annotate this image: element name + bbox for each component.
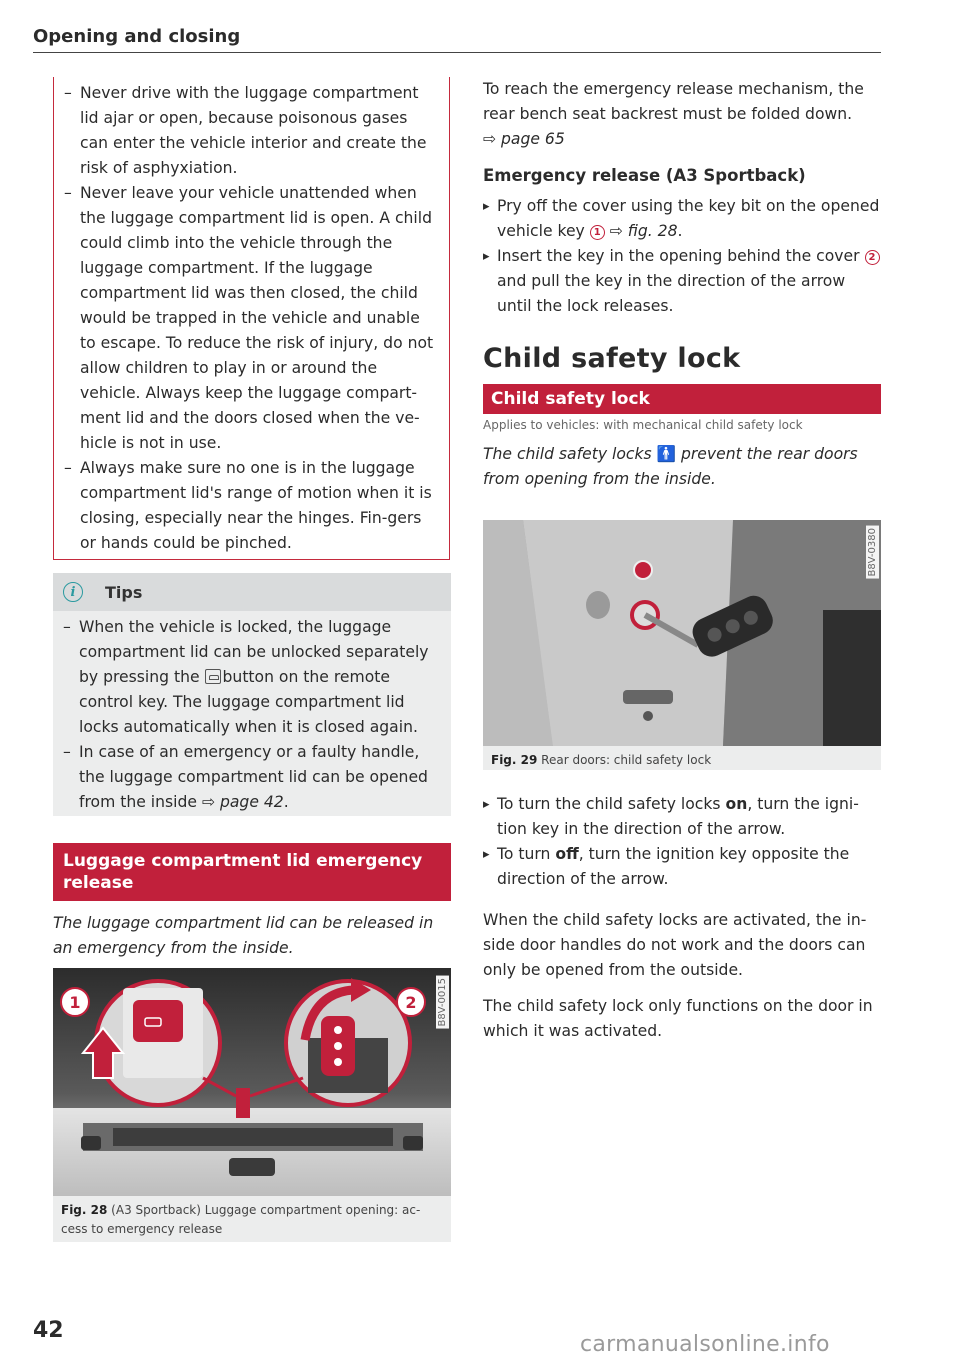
child-safety-lock-illustration <box>483 520 881 746</box>
info-icon: i <box>63 582 83 602</box>
child-lock-step: ▸ To turn the child safety locks on, turn the igni-tion key in the direction of the arrow. <box>483 792 881 842</box>
luggage-release-heading: Luggage compartment lid emergency release <box>53 843 451 901</box>
tips-title: Tips <box>105 582 143 602</box>
marker-2-icon: 2 <box>865 250 880 265</box>
child-lock-steps <box>483 792 881 892</box>
child-safety-lock-bar: Child safety lock <box>483 384 881 414</box>
trunk-button-icon <box>205 669 221 684</box>
warning-item: – Never drive with the luggage compartment lid ajar or open, because poisonous gases can enter the vehicle interior and create the risk of asphyxiation. <box>64 81 437 181</box>
figure-29 <box>483 520 881 770</box>
child-lock-para-2: The child safety lock only functions on the door in which it was activated. <box>483 997 873 1040</box>
child-lock-step: ▸ To turn off, turn the ignition key opposite the direction of the arrow. <box>483 842 881 892</box>
fig29-code: B8V-0380 <box>867 528 878 577</box>
emergency-step: ▸ Insert the key in the opening behind the cover 2 and pull the key in the direction of the arrow until the lock releases. <box>483 244 881 319</box>
child-icon: 🚹 <box>656 445 676 463</box>
fig28-marker-2: 2 <box>405 993 417 1012</box>
release-intro: To reach the emergency release mechanism, the rear bench seat backrest must be folded down. ⇨ page 65 <box>483 80 864 148</box>
warning-list <box>64 81 437 556</box>
child-lock-para-1: When the child safety locks are activated, the in-side door handles do not work and the doors can only be opened from the outside. <box>483 911 867 979</box>
tips-list <box>63 615 439 815</box>
warning-item: – Never leave your vehicle unattended when the luggage compartment lid is open. A child could climb into the vehicle through the luggage compartment. If the luggage compartment lid was then closed, the child would be trapped in the vehicle and unable to escape. To reduce the risk of injury, do not allow children to play in or around the vehicle. Always keep the luggage compart-ment lid and the doors closed when the ve-hicle is not in use. <box>64 181 437 456</box>
page-42-link[interactable]: ⇨ page 42 <box>201 793 284 811</box>
warning-item: – Always make sure no one is in the luggage compartment lid's range of motion when it is closing, especially near the hinges. Fin-gers or hands could be pinched. <box>64 456 437 556</box>
page-number: 42 <box>33 1318 64 1343</box>
page-65-link[interactable]: ⇨ page 65 <box>483 130 565 148</box>
tips-item: – In case of an emergency or a faulty handle, the luggage compartment lid can be opened from the inside ⇨ page 42. <box>63 740 439 815</box>
emergency-release-heading: Emergency release (A3 Sportback) <box>483 166 806 185</box>
marker-1-icon: 1 <box>590 225 605 240</box>
luggage-release-intro: The luggage compartment lid can be released in an emergency from the inside. <box>53 914 434 957</box>
child-safety-lock-heading: Child safety lock <box>483 343 741 374</box>
fig29-caption: Fig. 29 Rear doors: child safety lock <box>491 753 712 767</box>
figure-28 <box>53 968 451 1242</box>
tips-box <box>53 573 451 816</box>
emergency-step: ▸ Pry off the cover using the key bit on the opened vehicle key 1 ⇨ fig. 28. <box>483 194 881 244</box>
tips-header <box>53 573 451 611</box>
watermark: carmanualsonline.info <box>580 1332 830 1357</box>
section-header: Opening and closing <box>33 26 241 47</box>
fig28-caption: Fig. 28 (A3 Sportback) Luggage compartment opening: ac-cess to emergency release <box>61 1203 421 1236</box>
applies-to: Applies to vehicles: with mechanical child safety lock <box>483 418 803 432</box>
child-lock-intro: The child safety locks 🚹 prevent the rear doors from opening from the inside. <box>483 445 858 488</box>
luggage-emergency-release-illustration <box>53 968 451 1196</box>
fig28-code: B8V-0015 <box>437 978 448 1027</box>
header-rule <box>33 52 881 53</box>
warning-box <box>53 77 450 560</box>
fig-28-link[interactable]: ⇨ fig. 28 <box>609 222 678 240</box>
emergency-steps <box>483 194 881 319</box>
tips-item: – When the vehicle is locked, the luggage compartment lid can be unlocked separately by pressing the button on the remote control key. The luggage compartment lid locks automatically when it is closed again. <box>63 615 439 740</box>
fig28-marker-1: 1 <box>69 993 81 1012</box>
